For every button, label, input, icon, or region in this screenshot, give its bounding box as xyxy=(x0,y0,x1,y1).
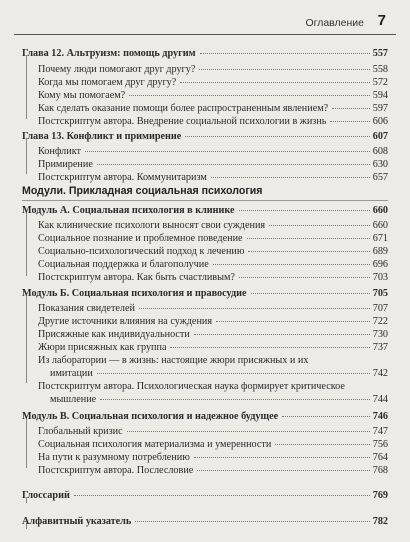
dot-leader xyxy=(194,334,370,335)
item-title: Примирение xyxy=(38,159,93,170)
module-rule xyxy=(26,418,27,468)
module-page: 705 xyxy=(372,288,388,299)
module-page: 660 xyxy=(372,205,388,216)
module-rule xyxy=(26,295,27,383)
item-page: 747 xyxy=(372,426,388,437)
item-title: мышление xyxy=(50,394,97,405)
toc-item[interactable] xyxy=(38,90,388,101)
item-page: 657 xyxy=(372,172,388,183)
item-title: Постскриптум автора. Внедрение социальной психологии в жизнь xyxy=(38,116,327,127)
dot-leader xyxy=(199,69,369,70)
item-page: 660 xyxy=(372,220,388,231)
item-page: 764 xyxy=(372,452,388,463)
module-a-entry[interactable] xyxy=(22,205,388,216)
module-b-entry[interactable] xyxy=(22,288,388,299)
item-page: 703 xyxy=(372,272,388,283)
index-page: 782 xyxy=(372,516,388,527)
toc-item[interactable] xyxy=(38,233,388,244)
item-title: Социальная поддержка и благополучие xyxy=(38,259,209,270)
postscript-line1[interactable]: Постскриптум автора. Психологическая наука формирует критическое xyxy=(38,381,345,392)
item-title: имитации xyxy=(50,368,93,379)
dot-leader xyxy=(200,53,370,54)
toc-item[interactable] xyxy=(38,259,388,270)
toc-item[interactable] xyxy=(38,452,388,463)
dot-leader xyxy=(248,251,369,252)
item-page: 742 xyxy=(372,368,388,379)
item-title: Постскриптум автора. Послесловие xyxy=(38,465,194,476)
toc-item[interactable] xyxy=(38,329,388,340)
dot-leader xyxy=(85,151,370,152)
item-page: 730 xyxy=(372,329,388,340)
dot-leader xyxy=(282,416,370,417)
dot-leader xyxy=(239,210,370,211)
item-page: 558 xyxy=(372,64,388,75)
toc-item[interactable] xyxy=(38,77,388,88)
item-page: 630 xyxy=(372,159,388,170)
item-title: Постскриптум автора. Коммунитаризм xyxy=(38,172,207,183)
item-page: 737 xyxy=(372,342,388,353)
item-title: Глобальный кризис xyxy=(38,426,123,437)
chapter-rule xyxy=(26,55,27,119)
dot-leader xyxy=(74,495,370,496)
module-rule xyxy=(26,212,27,276)
dot-leader xyxy=(251,293,370,294)
toc-item[interactable] xyxy=(50,394,388,405)
dot-leader xyxy=(135,521,369,522)
item-title: Присяжные как индивидуальности xyxy=(38,329,190,340)
toc-item[interactable] xyxy=(38,316,388,327)
chapter-title: Глава 12. Альтруизм: помощь другим xyxy=(22,48,196,59)
toc-item[interactable] xyxy=(38,159,388,170)
toc-item[interactable] xyxy=(50,368,388,379)
item-page: 696 xyxy=(372,259,388,270)
dot-leader xyxy=(197,470,369,471)
dot-leader xyxy=(216,321,370,322)
item-page: 597 xyxy=(372,103,388,114)
chapter-page: 557 xyxy=(372,48,388,59)
module-c-entry[interactable] xyxy=(22,411,388,422)
glossary-page: 769 xyxy=(372,490,388,501)
dot-leader xyxy=(100,399,370,400)
toc-item[interactable] xyxy=(38,64,388,75)
glossary-title: Глоссарий xyxy=(22,490,70,501)
dot-leader xyxy=(247,238,370,239)
toc-item[interactable] xyxy=(38,465,388,476)
page-number: 7 xyxy=(377,12,386,29)
dot-leader xyxy=(170,347,369,348)
chapter-page: 607 xyxy=(372,131,388,142)
item-title: Жюри присяжных как группа xyxy=(38,342,167,353)
toc-item[interactable] xyxy=(38,116,388,127)
item-title: Другие источники влияния на суждения xyxy=(38,316,213,327)
module-title: Модуль А. Социальная психология в клинике xyxy=(22,205,235,216)
toc-item[interactable] xyxy=(38,439,388,450)
glossary-entry[interactable] xyxy=(22,490,388,501)
dot-leader xyxy=(127,431,370,432)
dot-leader xyxy=(194,457,370,458)
dot-leader xyxy=(97,373,370,374)
dot-leader xyxy=(180,82,369,83)
chapter-13-entry[interactable] xyxy=(22,131,388,142)
chapter-rule xyxy=(26,138,27,174)
toc-item[interactable] xyxy=(38,103,388,114)
item-page: 608 xyxy=(372,146,388,157)
dot-leader xyxy=(211,177,370,178)
toc-item[interactable] xyxy=(38,303,388,314)
item-title: Конфликт xyxy=(38,146,81,157)
lab-entry-line1[interactable]: Из лаборатории — в жизнь: настоящие жюри присяжных и их xyxy=(38,355,309,366)
toc-item[interactable] xyxy=(38,426,388,437)
item-page: 572 xyxy=(372,77,388,88)
item-title: Постскриптум автора. Как быть счастливым? xyxy=(38,272,235,283)
toc-item[interactable] xyxy=(38,342,388,353)
item-title: Кому мы помогаем? xyxy=(38,90,126,101)
item-title: Почему люди помогают друг другу? xyxy=(38,64,196,75)
module-page: 746 xyxy=(372,411,388,422)
index-title: Алфавитный указатель xyxy=(22,516,132,527)
item-page: 768 xyxy=(372,465,388,476)
chapter-12-entry[interactable] xyxy=(22,48,388,59)
module-title: Модуль Б. Социальная психология и правосудие xyxy=(22,288,247,299)
dot-leader xyxy=(275,444,369,445)
toc-item[interactable] xyxy=(38,246,388,257)
item-title: Социально-психологический подход к лечению xyxy=(38,246,245,257)
dot-leader xyxy=(239,277,370,278)
item-page: 744 xyxy=(372,394,388,405)
dot-leader xyxy=(185,136,369,137)
item-page: 594 xyxy=(372,90,388,101)
item-page: 606 xyxy=(372,116,388,127)
item-title: Показания свидетелей xyxy=(38,303,135,314)
toc-item[interactable] xyxy=(38,146,388,157)
toc-item[interactable] xyxy=(38,172,388,183)
dot-leader xyxy=(97,164,370,165)
dot-leader xyxy=(269,225,370,226)
item-title: Социальная психология материализма и умеренности xyxy=(38,439,272,450)
item-page: 722 xyxy=(372,316,388,327)
section-heading: Модули. Прикладная социальная психология xyxy=(22,185,263,197)
section-rule xyxy=(22,200,388,201)
chapter-title: Глава 13. Конфликт и примирение xyxy=(22,131,182,142)
dot-leader xyxy=(139,308,370,309)
item-page: 689 xyxy=(372,246,388,257)
item-title: Социальное познание и проблемное поведение xyxy=(38,233,243,244)
dot-leader xyxy=(213,264,370,265)
dot-leader xyxy=(330,121,369,122)
index-entry[interactable] xyxy=(22,516,388,527)
item-title: Когда мы помогаем друг другу? xyxy=(38,77,177,88)
item-page: 671 xyxy=(372,233,388,244)
toc-item[interactable] xyxy=(38,272,388,283)
item-page: 756 xyxy=(372,439,388,450)
item-page: 707 xyxy=(372,303,388,314)
running-head: Оглавление xyxy=(305,17,364,29)
item-title: Как сделать оказание помощи более распространенным явлением? xyxy=(38,103,329,114)
toc-item[interactable] xyxy=(38,220,388,231)
item-title: Как клинические психологи выносят свои суждения xyxy=(38,220,266,231)
dot-leader xyxy=(129,95,370,96)
dot-leader xyxy=(332,108,370,109)
item-title: На пути к разумному потреблению xyxy=(38,452,190,463)
module-title: Модуль В. Социальная психология и надежное будущее xyxy=(22,411,279,422)
